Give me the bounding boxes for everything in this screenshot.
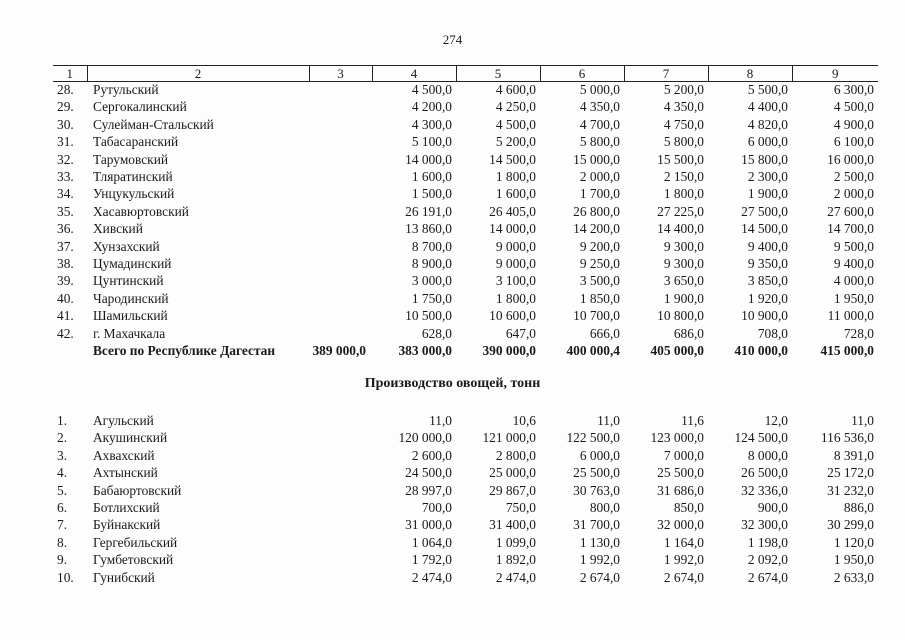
- value-col-3: [309, 238, 372, 255]
- value-col-4: 3 000,0: [411, 273, 452, 289]
- table-row: [53, 516, 878, 533]
- value-col-3: [309, 307, 372, 324]
- value-col-5: 14 500,0: [489, 151, 536, 167]
- value-col-7: 2 674,0: [663, 569, 704, 585]
- value-col-8: 12,0: [764, 413, 788, 428]
- header-cell-2: 2: [87, 66, 309, 82]
- table-row: [53, 464, 878, 481]
- value-col-6: 11,0: [597, 413, 620, 428]
- value-col-6: 9 200,0: [579, 238, 620, 254]
- value-col-8: 2 092,0: [747, 552, 788, 568]
- value-col-6: 1 992,0: [579, 552, 620, 568]
- value-col-6: 14 200,0: [573, 221, 620, 237]
- value-col-8: 27 500,0: [741, 203, 788, 219]
- row-number: 41.: [57, 308, 74, 324]
- district-name: Унцукульский: [93, 186, 175, 202]
- value-col-9: 9 500,0: [833, 238, 874, 254]
- value-col-4: 1 064,0: [411, 534, 452, 550]
- row-number: 33.: [57, 169, 74, 185]
- table-row: [53, 255, 878, 272]
- value-col-9: 1 950,0: [833, 290, 874, 306]
- value-col-5: 1 892,0: [495, 552, 536, 568]
- value-col-3: 389 000,0: [312, 343, 366, 359]
- value-col-4: 8 900,0: [411, 256, 452, 272]
- value-col-6: 6 000,0: [579, 447, 620, 463]
- value-col-8: 1 920,0: [747, 290, 788, 306]
- value-col-6: 15 000,0: [573, 151, 620, 167]
- value-col-8: 15 800,0: [741, 151, 788, 167]
- value-col-5: 5 200,0: [495, 134, 536, 150]
- value-col-8: 32 336,0: [741, 482, 788, 498]
- value-col-8: 4 400,0: [747, 99, 788, 115]
- district-name: Хунзахский: [93, 238, 160, 254]
- value-col-9: 30 299,0: [827, 517, 874, 533]
- table-row: [53, 151, 878, 168]
- value-col-4: 14 000,0: [405, 151, 452, 167]
- value-col-3: [309, 98, 372, 115]
- header-cell-6: 6: [540, 66, 624, 82]
- row-number: 38.: [57, 256, 74, 272]
- row-number: 34.: [57, 186, 74, 202]
- value-col-5: 750,0: [505, 500, 536, 516]
- value-col-9: 2 633,0: [833, 569, 874, 585]
- value-col-8: 1 900,0: [747, 186, 788, 202]
- row-number: 37.: [57, 238, 74, 254]
- district-name: Агульский: [93, 413, 154, 428]
- header-cell-8: 8: [708, 66, 792, 82]
- value-col-3: [309, 168, 372, 185]
- value-col-4: 11,0: [429, 413, 452, 428]
- value-col-8: 10 900,0: [741, 308, 788, 324]
- value-col-7: 1 800,0: [663, 186, 704, 202]
- value-col-5: 121 000,0: [482, 430, 536, 446]
- value-col-3: [309, 464, 372, 481]
- value-col-7: 1 164,0: [663, 534, 704, 550]
- value-col-4: 1 750,0: [411, 290, 452, 306]
- value-col-4: 10 500,0: [405, 308, 452, 324]
- value-col-8: 32 300,0: [741, 517, 788, 533]
- value-col-7: 4 750,0: [663, 116, 704, 132]
- district-name: Хасавюртовский: [93, 203, 189, 219]
- district-name: Бабаюртовский: [93, 482, 182, 498]
- value-col-9: 6 300,0: [833, 82, 874, 97]
- table-row: [53, 133, 878, 150]
- value-col-6: 4 350,0: [579, 99, 620, 115]
- row-number: 30.: [57, 116, 74, 132]
- table-row: [53, 203, 878, 220]
- section-title: Производство овощей, тонн: [364, 376, 541, 391]
- district-name: Буйнакский: [93, 517, 161, 533]
- value-col-3: [309, 429, 372, 446]
- value-col-7: 1 900,0: [663, 290, 704, 306]
- district-name: Гергебильский: [93, 534, 178, 550]
- table-row: [53, 342, 878, 359]
- value-col-9: 11 000,0: [827, 308, 874, 324]
- value-col-3: [309, 133, 372, 150]
- district-name: Шамильский: [93, 308, 168, 324]
- value-col-5: 3 100,0: [495, 273, 536, 289]
- value-col-6: 25 500,0: [573, 465, 620, 481]
- value-col-8: 5 500,0: [747, 82, 788, 97]
- value-col-4: 383 000,0: [398, 343, 452, 359]
- value-col-7: 14 400,0: [657, 221, 704, 237]
- table-row: [53, 534, 878, 551]
- district-name: Тляратинский: [93, 169, 173, 185]
- district-table: [53, 81, 878, 360]
- value-col-5: 10,6: [512, 413, 536, 428]
- district-name: Тарумовский: [93, 151, 169, 167]
- value-col-5: 4 600,0: [495, 82, 536, 97]
- value-col-4: 13 860,0: [405, 221, 452, 237]
- value-col-8: 1 198,0: [747, 534, 788, 550]
- row-number: 10.: [57, 569, 74, 585]
- value-col-9: 31 232,0: [827, 482, 874, 498]
- row-number: 28.: [57, 82, 74, 97]
- district-name: Акушинский: [93, 430, 168, 446]
- row-number: 31.: [57, 134, 74, 150]
- value-col-8: 2 300,0: [747, 169, 788, 185]
- table-row: [53, 98, 878, 115]
- value-col-7: 11,6: [681, 413, 704, 428]
- value-col-8: 9 350,0: [747, 256, 788, 272]
- value-col-4: 1 792,0: [411, 552, 452, 568]
- table-row: [53, 307, 878, 324]
- district-name: Чародинский: [93, 290, 169, 306]
- value-col-3: [309, 220, 372, 237]
- value-col-7: 15 500,0: [657, 151, 704, 167]
- value-col-8: 6 000,0: [747, 134, 788, 150]
- district-name: Табасаранский: [93, 134, 179, 150]
- value-col-3: [309, 447, 372, 464]
- value-col-7: 1 992,0: [663, 552, 704, 568]
- value-col-7: 3 650,0: [663, 273, 704, 289]
- value-col-5: 1 099,0: [495, 534, 536, 550]
- row-number: 1.: [57, 413, 68, 428]
- district-name: Гунибский: [93, 569, 155, 585]
- value-col-9: 8 391,0: [833, 447, 874, 463]
- value-col-3: [309, 569, 372, 586]
- header-cell-5: 5: [456, 66, 540, 82]
- value-col-3: [309, 482, 372, 499]
- table-row: [53, 238, 878, 255]
- value-col-8: 708,0: [757, 325, 788, 341]
- value-col-6: 1 130,0: [579, 534, 620, 550]
- table-row: [53, 185, 878, 202]
- value-col-5: 390 000,0: [482, 343, 536, 359]
- value-col-5: 2 800,0: [495, 447, 536, 463]
- value-col-9: 27 600,0: [827, 203, 874, 219]
- table-row: [53, 569, 878, 586]
- value-col-7: 123 000,0: [650, 430, 704, 446]
- value-col-6: 30 763,0: [573, 482, 620, 498]
- vegetable-table: [53, 412, 878, 586]
- value-col-6: 1 700,0: [579, 186, 620, 202]
- district-name: Ахтынский: [93, 465, 158, 481]
- value-col-9: 9 400,0: [833, 256, 874, 272]
- row-number: [53, 342, 87, 359]
- value-col-6: 9 250,0: [579, 256, 620, 272]
- value-col-9: 14 700,0: [827, 221, 874, 237]
- value-col-5: 9 000,0: [495, 256, 536, 272]
- value-col-9: 25 172,0: [827, 465, 874, 481]
- value-col-4: 628,0: [421, 325, 452, 341]
- value-col-8: 2 674,0: [747, 569, 788, 585]
- value-col-5: 10 600,0: [489, 308, 536, 324]
- value-col-5: 1 800,0: [495, 169, 536, 185]
- value-col-4: 1 500,0: [411, 186, 452, 202]
- row-number: 7.: [57, 517, 68, 533]
- value-col-3: [309, 185, 372, 202]
- value-col-7: 405 000,0: [650, 343, 704, 359]
- value-col-4: 4 300,0: [411, 116, 452, 132]
- table-row: [53, 447, 878, 464]
- value-col-5: 2 474,0: [495, 569, 536, 585]
- row-number: 4.: [57, 465, 68, 481]
- value-col-3: [309, 551, 372, 568]
- table-row: [53, 429, 878, 446]
- district-name: Сергокалинский: [93, 99, 187, 115]
- table-row: [53, 290, 878, 307]
- value-col-5: 647,0: [505, 325, 536, 341]
- value-col-6: 400 000,4: [566, 343, 620, 359]
- value-col-8: 26 500,0: [741, 465, 788, 481]
- row-number: 32.: [57, 151, 74, 167]
- value-col-7: 2 150,0: [663, 169, 704, 185]
- table-row: [53, 81, 878, 98]
- value-col-3: [309, 290, 372, 307]
- value-col-9: 4 500,0: [833, 99, 874, 115]
- value-col-7: 32 000,0: [657, 517, 704, 533]
- value-col-5: 4 500,0: [495, 116, 536, 132]
- row-number: 39.: [57, 273, 74, 289]
- value-col-6: 31 700,0: [573, 517, 620, 533]
- value-col-9: 1 950,0: [833, 552, 874, 568]
- table-row: [53, 168, 878, 185]
- value-col-3: [309, 255, 372, 272]
- row-number: 36.: [57, 221, 74, 237]
- value-col-4: 5 100,0: [411, 134, 452, 150]
- value-col-8: 410 000,0: [734, 343, 788, 359]
- district-name: Ботлихский: [93, 500, 160, 516]
- district-name: Цумадинский: [93, 256, 172, 272]
- value-col-4: 2 600,0: [411, 447, 452, 463]
- district-name: Рутульский: [93, 82, 159, 97]
- value-col-3: [309, 81, 372, 98]
- header-cell-3: 3: [309, 66, 372, 82]
- value-col-7: 9 300,0: [663, 256, 704, 272]
- value-col-6: 666,0: [589, 325, 620, 341]
- value-col-7: 686,0: [673, 325, 704, 341]
- value-col-3: [309, 203, 372, 220]
- value-col-4: 26 191,0: [405, 203, 452, 219]
- value-col-9: 4 000,0: [833, 273, 874, 289]
- district-name: Ахвахский: [93, 447, 155, 463]
- row-number: 35.: [57, 203, 74, 219]
- value-col-3: [309, 516, 372, 533]
- value-col-5: 25 000,0: [489, 465, 536, 481]
- value-col-3: [309, 499, 372, 516]
- value-col-9: 6 100,0: [833, 134, 874, 150]
- value-col-8: 900,0: [757, 500, 788, 516]
- value-col-9: 415 000,0: [820, 343, 874, 359]
- value-col-5: 29 867,0: [489, 482, 536, 498]
- row-number: 8.: [57, 534, 68, 550]
- value-col-4: 700,0: [421, 500, 452, 516]
- value-col-9: 886,0: [843, 500, 874, 516]
- value-col-5: 26 405,0: [489, 203, 536, 219]
- table-row: [53, 325, 878, 342]
- value-col-5: 1 600,0: [495, 186, 536, 202]
- value-col-5: 31 400,0: [489, 517, 536, 533]
- value-col-6: 10 700,0: [573, 308, 620, 324]
- value-col-3: [309, 151, 372, 168]
- district-name: Гумбетовский: [93, 552, 174, 568]
- value-col-8: 8 000,0: [747, 447, 788, 463]
- row-number: 40.: [57, 290, 74, 306]
- value-col-6: 2 674,0: [579, 569, 620, 585]
- row-number: 9.: [57, 552, 68, 568]
- value-col-7: 850,0: [673, 500, 704, 516]
- value-col-9: 4 900,0: [833, 116, 874, 132]
- value-col-7: 27 225,0: [657, 203, 704, 219]
- value-col-7: 4 350,0: [663, 99, 704, 115]
- district-name: Сулейман-Стальский: [93, 116, 214, 132]
- table-row: [53, 482, 878, 499]
- value-col-9: 1 120,0: [833, 534, 874, 550]
- value-col-4: 4 200,0: [411, 99, 452, 115]
- value-col-7: 9 300,0: [663, 238, 704, 254]
- header-cell-7: 7: [624, 66, 708, 82]
- value-col-6: 4 700,0: [579, 116, 620, 132]
- value-col-9: 16 000,0: [827, 151, 874, 167]
- value-col-6: 5 800,0: [579, 134, 620, 150]
- row-number: 3.: [57, 447, 68, 463]
- row-number: 5.: [57, 482, 68, 498]
- value-col-7: 25 500,0: [657, 465, 704, 481]
- value-col-8: 14 500,0: [741, 221, 788, 237]
- value-col-6: 3 500,0: [579, 273, 620, 289]
- table-row: [53, 116, 878, 133]
- value-col-9: 2 000,0: [833, 186, 874, 202]
- value-col-9: 2 500,0: [833, 169, 874, 185]
- header-cell-1: 1: [53, 66, 87, 82]
- value-col-8: 9 400,0: [747, 238, 788, 254]
- table-row: [53, 220, 878, 237]
- row-number: 2.: [57, 430, 68, 446]
- value-col-5: 14 000,0: [489, 221, 536, 237]
- value-col-6: 800,0: [589, 500, 620, 516]
- value-col-9: 728,0: [843, 325, 874, 341]
- value-col-7: 31 686,0: [657, 482, 704, 498]
- district-name: Всего по Республике Дагестан: [93, 343, 276, 359]
- value-col-8: 3 850,0: [747, 273, 788, 289]
- page-number: 274: [442, 32, 463, 47]
- value-col-4: 8 700,0: [411, 238, 452, 254]
- header-cell-4: 4: [372, 66, 456, 82]
- district-name: Хивский: [93, 221, 143, 237]
- value-col-4: 120 000,0: [398, 430, 452, 446]
- row-number: 29.: [57, 99, 74, 115]
- value-col-3: [309, 116, 372, 133]
- value-col-9: 11,0: [851, 413, 874, 428]
- district-name: г. Махачкала: [93, 325, 166, 341]
- value-col-5: 4 250,0: [495, 99, 536, 115]
- table-row: [53, 499, 878, 516]
- value-col-4: 2 474,0: [411, 569, 452, 585]
- value-col-4: 24 500,0: [405, 465, 452, 481]
- value-col-6: 1 850,0: [579, 290, 620, 306]
- district-name: Цунтинский: [93, 273, 164, 289]
- value-col-7: 5 800,0: [663, 134, 704, 150]
- value-col-7: 5 200,0: [663, 82, 704, 97]
- value-col-4: 4 500,0: [411, 82, 452, 97]
- table-row: [53, 412, 878, 429]
- value-col-4: 1 600,0: [411, 169, 452, 185]
- value-col-5: 1 800,0: [495, 290, 536, 306]
- value-col-8: 4 820,0: [747, 116, 788, 132]
- value-col-4: 31 000,0: [405, 517, 452, 533]
- table-header: [53, 65, 878, 82]
- value-col-6: 5 000,0: [579, 82, 620, 97]
- value-col-6: 26 800,0: [573, 203, 620, 219]
- table-row: [53, 551, 878, 568]
- row-number: 42.: [57, 325, 74, 341]
- row-number: 6.: [57, 500, 68, 516]
- value-col-3: [309, 412, 372, 429]
- value-col-9: 116 536,0: [820, 430, 874, 446]
- value-col-3: [309, 325, 372, 342]
- value-col-6: 122 500,0: [566, 430, 620, 446]
- value-col-4: 28 997,0: [405, 482, 452, 498]
- header-cell-9: 9: [792, 66, 878, 82]
- value-col-8: 124 500,0: [734, 430, 788, 446]
- value-col-5: 9 000,0: [495, 238, 536, 254]
- value-col-3: [309, 272, 372, 289]
- value-col-7: 10 800,0: [657, 308, 704, 324]
- value-col-7: 7 000,0: [663, 447, 704, 463]
- value-col-6: 2 000,0: [579, 169, 620, 185]
- value-col-3: [309, 534, 372, 551]
- table-row: [53, 272, 878, 289]
